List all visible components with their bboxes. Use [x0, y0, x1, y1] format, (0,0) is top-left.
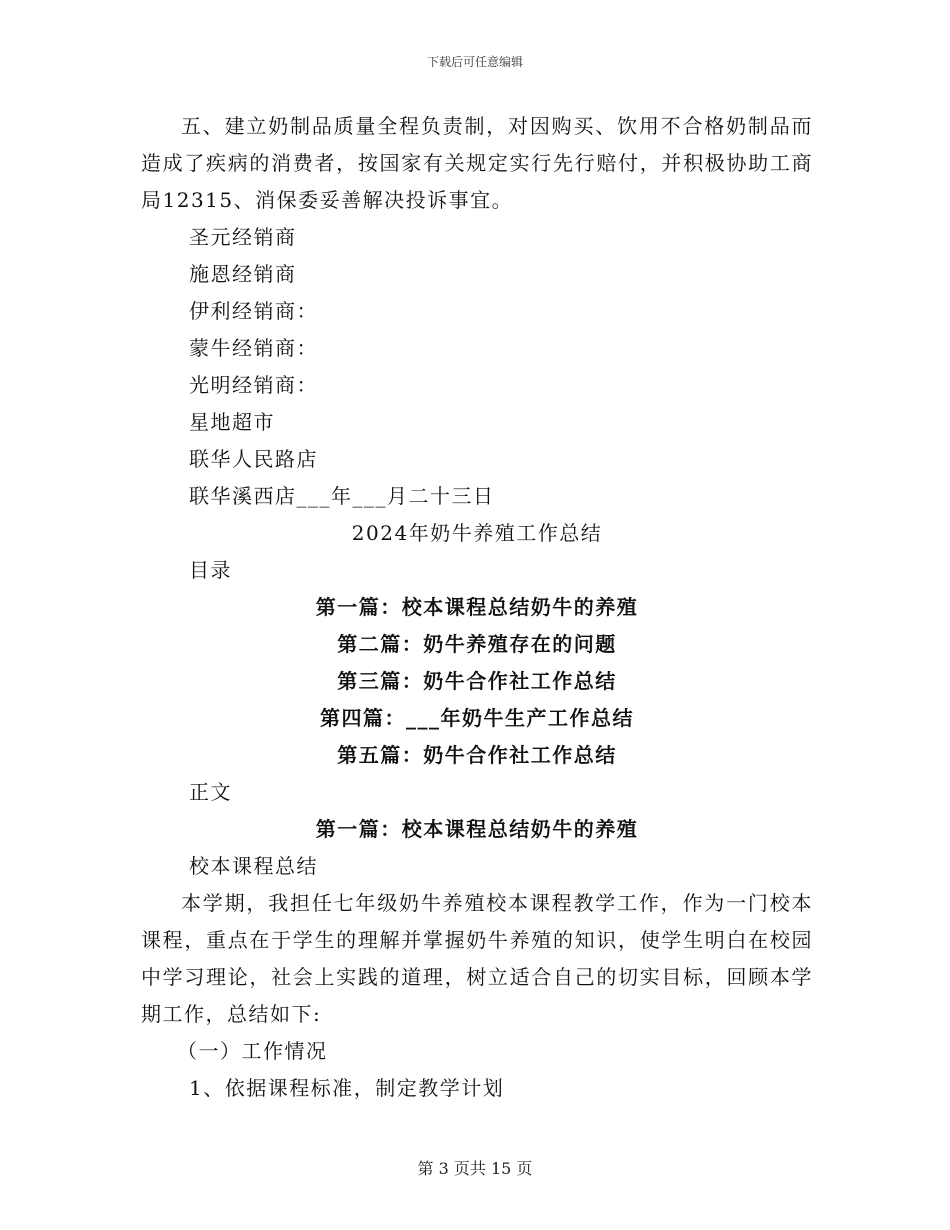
page-header-note: 下载后可任意编辑 — [426, 55, 523, 69]
toc-item: 第三篇：奶牛合作社工作总结 — [337, 669, 617, 693]
intro-paragraph: 五、建立奶制品质量全程负责制，对因购买、饮用不合格奶制品而造成了疾病的消费者，按国家有关规定实行先行赔付，并积极协助工商局12315、消保委妥善解决投诉事宜。 — [141, 114, 813, 212]
signatory-date-line: 联华溪西店___年___月二十三日 — [189, 484, 495, 508]
signatory-line: 星地超市 — [189, 410, 275, 434]
section-subtitle: 校本课程总结 — [189, 854, 318, 878]
document-title: 2024年奶牛养殖工作总结 — [351, 521, 603, 545]
body-label: 正文 — [189, 780, 232, 804]
signatory-line: 联华人民路店 — [189, 447, 318, 471]
signatory-line: 施恩经销商 — [189, 262, 297, 286]
signatory-line: 光明经销商： — [189, 373, 318, 397]
page-footer-note: 第 3 页共 15 页 — [417, 1159, 533, 1178]
toc-item: 第二篇：奶牛养殖存在的问题 — [337, 632, 617, 656]
subheading: （一）工作情况 — [177, 1039, 328, 1063]
signatory-line: 伊利经销商： — [189, 299, 318, 323]
section-paragraph: 本学期，我担任七年级奶牛养殖校本课程教学工作，作为一门校本课程，重点在于学生的理解并掌握奶牛养殖的知识，使学生明白在校园中学习理论，社会上实践的道理，树立适合自己的切实目标，回顾本学期工作，总结如下: — [141, 891, 813, 1026]
document-body — [141, 108, 813, 1107]
signatory-line: 圣元经销商 — [189, 225, 297, 249]
toc-label: 目录 — [189, 558, 232, 582]
list-item: 1、依据课程标准，制定教学计划 — [189, 1076, 505, 1100]
toc-item: 第一篇：校本课程总结奶牛的养殖 — [315, 595, 639, 619]
signatory-line: 蒙牛经销商： — [189, 336, 318, 360]
toc-item: 第五篇：奶牛合作社工作总结 — [337, 743, 617, 767]
section-title: 第一篇：校本课程总结奶牛的养殖 — [315, 817, 639, 841]
toc-item: 第四篇：___年奶牛生产工作总结 — [320, 706, 634, 730]
